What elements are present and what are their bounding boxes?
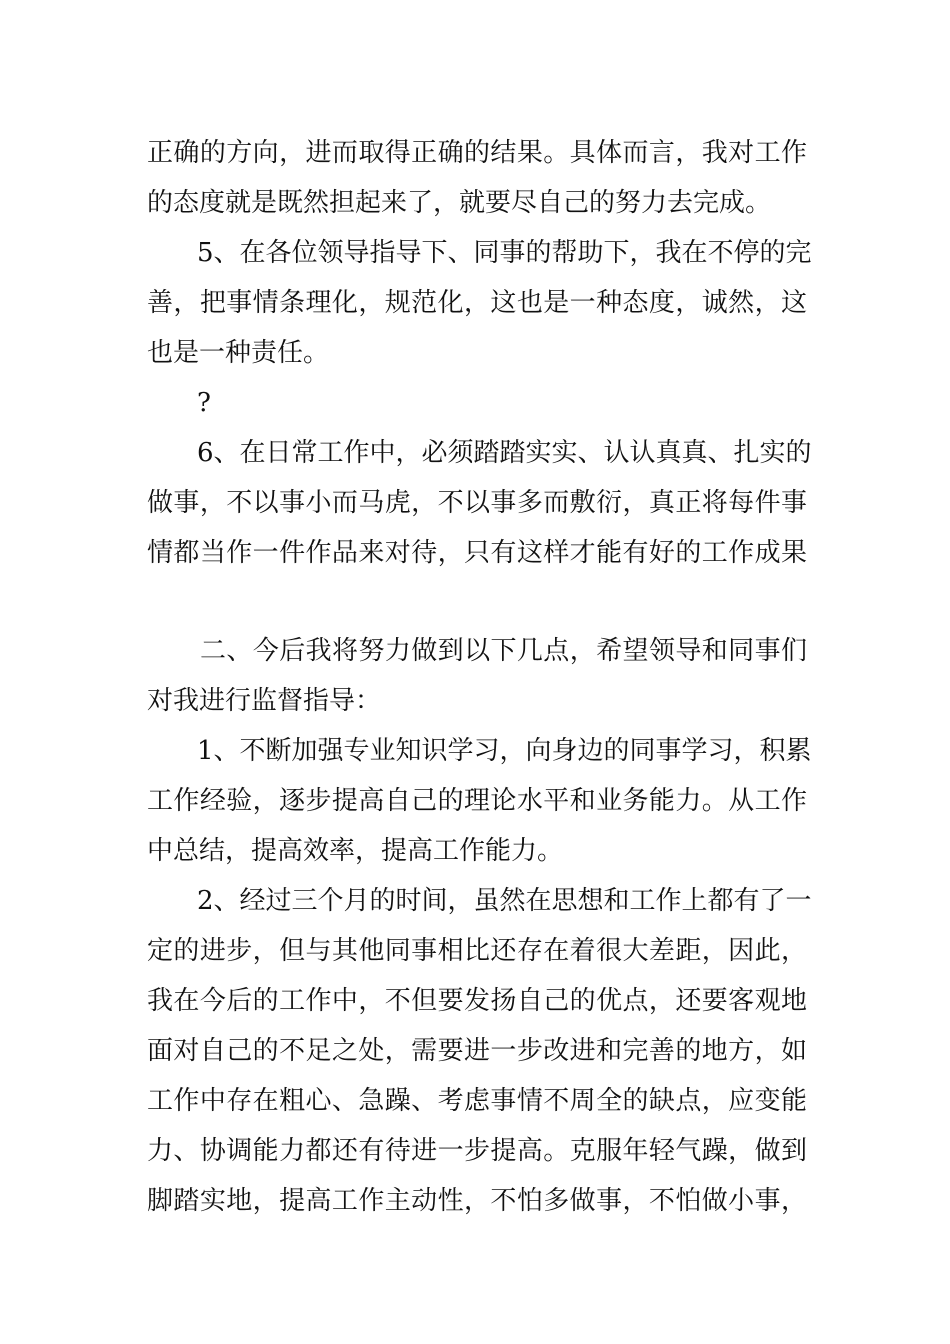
text-line: 善，把事情条理化，规范化，这也是一种态度，诚然，这 [147, 288, 807, 318]
text-line: 也是一种责任。 [147, 338, 330, 368]
text-line: 我在今后的工作中，不但要发扬自己的优点，还要客观地 [147, 986, 807, 1016]
text-line: 面对自己的不足之处，需要进一步改进和完善的地方，如 [147, 1036, 807, 1066]
text-line: 脚踏实地，提高工作主动性，不怕多做事，不怕做小事， [147, 1186, 807, 1216]
question-mark: ? [197, 388, 211, 418]
text-line: 力、协调能力都还有待进一步提高。克服年轻气躁，做到 [147, 1136, 807, 1166]
paragraph-5-start: 5、在各位领导指导下、同事的帮助下，我在不停的完 [197, 238, 812, 268]
text-line: 的态度就是既然担起来了，就要尽自己的努力去完成。 [147, 188, 772, 218]
text-line: 工作中存在粗心、急躁、考虑事情不周全的缺点，应变能 [147, 1086, 807, 1116]
text-line: 做事，不以事小而马虎，不以事多而敷衍，真正将每件事 [147, 488, 807, 518]
text-line: 情都当作一件作品来对待，只有这样才能有好的工作成果 [147, 538, 807, 568]
text-line: 中总结，提高效率，提高工作能力。 [147, 836, 564, 866]
item-2-start: 2、经过三个月的时间，虽然在思想和工作上都有了一 [197, 886, 812, 916]
text-line: 对我进行监督指导： [147, 686, 382, 716]
text-line: 正确的方向，进而取得正确的结果。具体而言，我对工作 [147, 138, 807, 168]
item-1-start: 1、不断加强专业知识学习，向身边的同事学习，积累 [197, 736, 812, 766]
text-line: 定的进步，但与其他同事相比还存在着很大差距，因此， [147, 936, 807, 966]
section-two-heading: 二、今后我将努力做到以下几点，希望领导和同事们 [200, 636, 807, 666]
text-line: 工作经验，逐步提高自己的理论水平和业务能力。从工作 [147, 786, 807, 816]
paragraph-6-start: 6、在日常工作中，必须踏踏实实、认认真真、扎实的 [197, 438, 812, 468]
